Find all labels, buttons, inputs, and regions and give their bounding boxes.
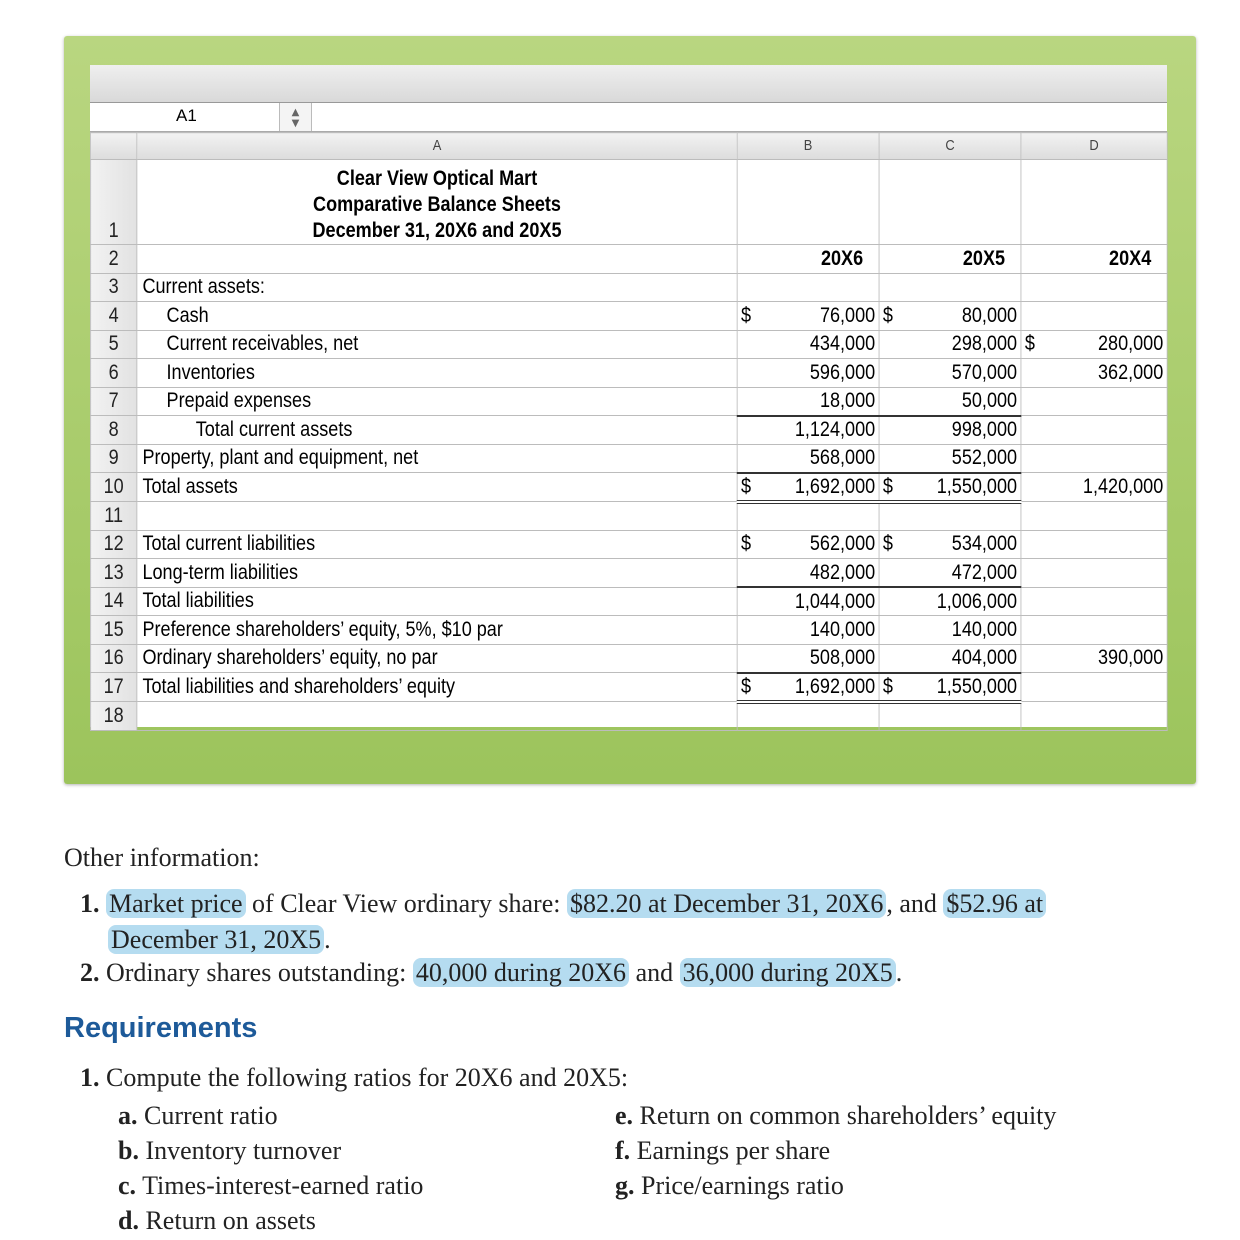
highlight: 36,000 during 20X5	[680, 958, 896, 987]
amount: 508,000	[809, 646, 876, 669]
ratio-name: Inventory turnover	[145, 1136, 342, 1165]
ratio-list-right	[615, 1098, 1056, 1203]
text: of Clear View ordinary share:	[245, 889, 567, 918]
item-letter: c.	[118, 1171, 137, 1200]
cell-20x5[interactable]	[879, 673, 1021, 702]
cell-20x5[interactable]	[879, 359, 1021, 388]
item-letter: d.	[118, 1206, 139, 1235]
cell-20x4[interactable]	[1021, 302, 1167, 331]
row-header[interactable]: 2	[90, 245, 136, 274]
amount: 280,000	[1097, 332, 1164, 356]
row-header[interactable]: 17	[90, 673, 136, 702]
cell-20x4[interactable]	[1021, 330, 1167, 359]
amount: 1,550,000	[936, 474, 1018, 498]
amount: 434,000	[809, 332, 876, 356]
line-item-label[interactable]	[137, 502, 737, 531]
cell-20x6[interactable]	[737, 473, 879, 502]
requirement-1	[80, 1063, 628, 1093]
ratio-name: Return on assets	[145, 1206, 316, 1235]
row-12	[90, 530, 1167, 559]
row-header[interactable]: 6	[90, 359, 136, 388]
cell-20x4[interactable]	[1021, 359, 1167, 388]
cell-20x5[interactable]	[879, 330, 1021, 359]
amount: 472,000	[951, 560, 1018, 584]
text: Ordinary shares outstanding:	[106, 958, 413, 987]
amount: 552,000	[951, 446, 1018, 469]
amount: 1,550,000	[936, 674, 1018, 698]
ratio-item	[118, 1203, 423, 1238]
cell-20x4[interactable]	[1021, 559, 1167, 588]
cell-20x5[interactable]	[879, 502, 1021, 531]
cell-20x5[interactable]	[879, 530, 1021, 559]
amount: 482,000	[809, 560, 876, 584]
column-header-a[interactable]: A	[137, 133, 737, 160]
cell-20x4[interactable]	[1021, 416, 1167, 445]
item-letter: g.	[615, 1171, 635, 1200]
line-item-label[interactable]: Preference shareholders’ equity, 5%, $10 par	[137, 616, 737, 645]
line-item-label[interactable]: Total current liabilities	[137, 530, 737, 559]
line-item-label[interactable]: Long-term liabilities	[137, 559, 737, 588]
highlight: 40,000 during 20X6	[413, 958, 629, 987]
amount: 50,000	[961, 389, 1018, 412]
cell-20x4[interactable]	[1021, 530, 1167, 559]
row-header[interactable]: 4	[90, 302, 136, 331]
item-letter: e.	[615, 1101, 634, 1130]
ratio-name: Current ratio	[144, 1101, 278, 1130]
amount: 362,000	[1097, 360, 1164, 384]
text: , and	[886, 889, 944, 918]
amount: 998,000	[951, 418, 1018, 441]
balance-sheet-grid	[90, 132, 1168, 731]
amount: 570,000	[951, 360, 1018, 384]
line-item-label[interactable]: Inventories	[137, 359, 737, 388]
row-4	[90, 302, 1167, 331]
name-box[interactable]: A1	[90, 103, 280, 131]
cell-20x6[interactable]	[737, 502, 879, 531]
cell-20x5[interactable]	[879, 702, 1021, 731]
text: Compute the following ratios for 20X6 and 20X5:	[106, 1063, 629, 1092]
cell-20x6[interactable]	[737, 359, 879, 388]
highlight: Market price	[106, 889, 246, 918]
dollar-sign: $	[882, 474, 893, 498]
row-5	[90, 330, 1167, 359]
cell-20x4[interactable]	[1021, 702, 1167, 731]
text: and	[629, 958, 680, 987]
row-6	[90, 359, 1167, 388]
other-info-heading: Other information:	[64, 843, 260, 872]
cell-20x4[interactable]	[1021, 273, 1167, 302]
item-letter: b.	[118, 1136, 139, 1165]
cell-20x6[interactable]	[737, 559, 879, 588]
line-item-label[interactable]	[137, 702, 737, 731]
cell-20x5[interactable]	[879, 587, 1021, 616]
cell-20x6[interactable]	[737, 416, 879, 445]
row-13	[90, 559, 1167, 588]
cell-20x6[interactable]	[737, 302, 879, 331]
cell-20x4[interactable]	[1021, 587, 1167, 616]
amount: 1,006,000	[936, 589, 1018, 613]
statement-date: December 31, 20X6 and 20X5	[312, 219, 562, 242]
ratio-name: Earnings per share	[636, 1136, 831, 1165]
line-item-label[interactable]: Prepaid expenses	[137, 387, 737, 416]
item-letter: f.	[615, 1136, 631, 1165]
dollar-sign: $	[741, 474, 752, 498]
row-header[interactable]: 10	[90, 473, 136, 502]
amount: 1,044,000	[794, 589, 876, 613]
row-header[interactable]: 18	[90, 702, 136, 731]
requirements-heading: Requirements	[64, 1012, 258, 1044]
cell-20x5[interactable]	[879, 644, 1021, 673]
row-10	[90, 473, 1167, 502]
cell-20x4[interactable]	[1021, 502, 1167, 531]
amount: 1,420,000	[1082, 475, 1164, 498]
cell-20x6[interactable]	[737, 616, 879, 645]
amount: 596,000	[809, 360, 876, 384]
row-header[interactable]: 9	[90, 444, 136, 473]
amount: 18,000	[819, 389, 876, 412]
select-all-corner[interactable]	[90, 133, 136, 160]
amount: 1,692,000	[794, 674, 876, 698]
dollar-sign: $	[741, 303, 752, 327]
ratio-name: Return on common shareholders’ equity	[639, 1101, 1057, 1130]
amount: 568,000	[809, 446, 876, 469]
ratio-name: Price/earnings ratio	[641, 1171, 844, 1200]
cell-20x6[interactable]	[737, 330, 879, 359]
cell-20x5[interactable]	[879, 444, 1021, 473]
line-item-label[interactable]: Total liabilities and shareholders’ equity	[137, 673, 737, 702]
amount: 534,000	[951, 532, 1018, 556]
ratio-item	[615, 1168, 1056, 1203]
line-item-label[interactable]: Cash	[137, 302, 737, 331]
spreadsheet-figure	[64, 36, 1196, 784]
amount: 298,000	[951, 332, 1018, 356]
cell-20x4[interactable]	[1021, 387, 1167, 416]
row-16	[90, 644, 1167, 673]
item-number: 2.	[80, 958, 100, 987]
line-item-label[interactable]: Total liabilities	[137, 587, 737, 616]
amount: 1,124,000	[794, 418, 876, 441]
amount: 80,000	[961, 303, 1018, 327]
amount: 390,000	[1097, 646, 1164, 670]
highlight: $82.20 at December 31, 20X6	[567, 889, 886, 918]
row-header[interactable]: 14	[90, 587, 136, 616]
column-header-d[interactable]: D	[1021, 133, 1167, 160]
cell-20x4[interactable]	[1021, 616, 1167, 645]
row-header[interactable]: 15	[90, 616, 136, 645]
dollar-sign: $	[741, 674, 752, 698]
dollar-sign: $	[1024, 332, 1035, 356]
company-name: Clear View Optical Mart	[336, 167, 538, 190]
sheet-title[interactable]	[137, 160, 737, 245]
row-3	[90, 273, 1167, 302]
formula-bar	[90, 103, 1167, 132]
amount: 76,000	[819, 303, 876, 327]
cell-20x5[interactable]	[879, 273, 1021, 302]
cell-20x4[interactable]	[1021, 473, 1167, 502]
row-15	[90, 616, 1167, 645]
statement-name: Comparative Balance Sheets	[313, 193, 561, 216]
row-header[interactable]: 16	[90, 644, 136, 673]
row-8	[90, 416, 1167, 445]
amount: 1,692,000	[794, 474, 876, 498]
cell-20x6[interactable]	[737, 273, 879, 302]
cell-20x6[interactable]	[737, 587, 879, 616]
row-header[interactable]: 8	[90, 416, 136, 445]
line-item-label[interactable]: Ordinary shareholders’ equity, no par	[137, 644, 737, 673]
row-9	[90, 444, 1167, 473]
ratio-item	[118, 1098, 423, 1133]
amount: 140,000	[951, 617, 1018, 641]
row-header[interactable]: 12	[90, 530, 136, 559]
text: .	[324, 925, 331, 954]
cell-20x4[interactable]	[1021, 673, 1167, 702]
cell-20x6[interactable]	[737, 644, 879, 673]
row-2	[90, 245, 1167, 274]
row-1	[90, 160, 1167, 245]
ratio-item	[615, 1098, 1056, 1133]
cell[interactable]	[737, 160, 879, 245]
dollar-sign: $	[882, 532, 893, 556]
item-number: 1.	[80, 1063, 100, 1092]
dollar-sign: $	[741, 532, 752, 556]
row-header[interactable]: 1	[90, 160, 136, 245]
year-20x5[interactable]: 20X5	[879, 245, 1021, 274]
cell-20x5[interactable]	[879, 416, 1021, 445]
spreadsheet-window	[90, 65, 1167, 727]
ratio-item	[118, 1168, 423, 1203]
line-item-label[interactable]: Current assets:	[137, 273, 737, 302]
cell-20x6[interactable]	[737, 673, 879, 702]
row-17	[90, 673, 1167, 702]
name-box-stepper-icon[interactable]: ▲ ▼	[280, 103, 312, 131]
cell-20x4[interactable]	[1021, 644, 1167, 673]
column-header-b[interactable]: B	[737, 133, 879, 160]
formula-input[interactable]	[312, 103, 1167, 131]
cell-20x5[interactable]	[879, 559, 1021, 588]
text: .	[895, 958, 903, 987]
cell-20x4[interactable]	[1021, 444, 1167, 473]
other-info-item-2	[80, 958, 902, 988]
cell[interactable]	[879, 160, 1021, 245]
row-7	[90, 387, 1167, 416]
row-11	[90, 502, 1167, 531]
dollar-sign: $	[882, 674, 893, 698]
cell-20x5[interactable]	[879, 302, 1021, 331]
highlight: December 31, 20X5	[108, 925, 324, 954]
ratio-name: Times-interest-earned ratio	[142, 1171, 424, 1200]
line-item-label[interactable]: Current receivables, net	[137, 330, 737, 359]
cell[interactable]	[137, 245, 737, 274]
cell[interactable]	[1021, 160, 1167, 245]
row-header[interactable]: 3	[90, 273, 136, 302]
year-20x6[interactable]: 20X6	[737, 245, 879, 274]
dollar-sign: $	[882, 303, 893, 327]
row-header[interactable]: 5	[90, 330, 136, 359]
item-number: 1.	[80, 889, 100, 918]
row-header[interactable]: 13	[90, 559, 136, 588]
row-18	[90, 702, 1167, 731]
cell-20x6[interactable]	[737, 387, 879, 416]
cell-20x6[interactable]	[737, 702, 879, 731]
toolbar	[90, 65, 1167, 103]
cell-20x6[interactable]	[737, 444, 879, 473]
highlight: $52.96 at	[943, 889, 1046, 918]
line-item-label[interactable]: Total current assets	[137, 416, 737, 445]
amount: 140,000	[809, 617, 876, 641]
column-header-c[interactable]: C	[879, 133, 1021, 160]
year-20x4[interactable]: 20X4	[1021, 245, 1167, 274]
cell-20x5[interactable]	[879, 473, 1021, 502]
line-item-label[interactable]: Total assets	[137, 473, 737, 502]
ratio-item	[118, 1133, 423, 1168]
cell-20x6[interactable]	[737, 530, 879, 559]
cell-20x5[interactable]	[879, 616, 1021, 645]
cell-20x5[interactable]	[879, 387, 1021, 416]
row-14	[90, 587, 1167, 616]
row-header[interactable]: 11	[90, 502, 136, 531]
ratio-list-left	[118, 1098, 423, 1238]
other-info-item-1	[80, 886, 1180, 958]
ratio-item	[615, 1133, 1056, 1168]
row-header[interactable]: 7	[90, 387, 136, 416]
line-item-label[interactable]: Property, plant and equipment, net	[137, 444, 737, 473]
item-letter: a.	[118, 1101, 138, 1130]
amount: 404,000	[951, 646, 1018, 669]
amount: 562,000	[809, 532, 876, 556]
